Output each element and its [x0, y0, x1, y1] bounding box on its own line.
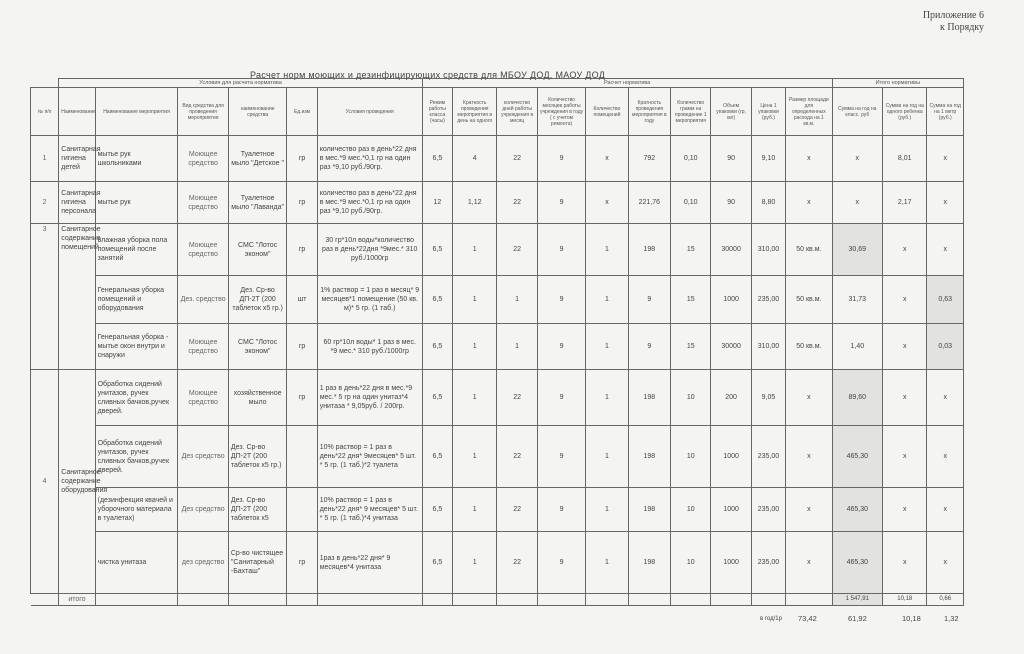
- cell-price: 9,05: [751, 370, 785, 426]
- col-agent-name: наименование средства: [228, 88, 287, 136]
- col-sum-m2: Сумма на год на 1 метр (руб.): [927, 88, 964, 136]
- table-row: [31, 426, 964, 488]
- total-sum-m2: 0,66: [927, 594, 964, 606]
- cell-year-freq: 792: [628, 136, 670, 182]
- col-event: Наименование мероприятия: [95, 88, 178, 136]
- cell-agent-kind: Моющее средство: [178, 136, 228, 182]
- cell-frequency: 4: [453, 136, 497, 182]
- cell-months: 9: [537, 532, 585, 594]
- cell-sum-child: х: [883, 488, 927, 532]
- cell-frequency: 1: [453, 488, 497, 532]
- cell-type: Санитарная гигиена детей: [59, 136, 95, 182]
- cell-classes: 6,5: [422, 532, 452, 594]
- cell-agent-kind: Моющее средство: [178, 182, 228, 224]
- cell-classes: 6,5: [422, 426, 452, 488]
- group-conditions: Условия для расчета норматива: [59, 79, 422, 88]
- cell-grams: 10: [671, 370, 711, 426]
- cell-price: 9,10: [751, 136, 785, 182]
- cell-rooms: 1: [586, 488, 628, 532]
- cell-area: х: [786, 182, 832, 224]
- cell-price: 235,00: [751, 426, 785, 488]
- cell-days: 22: [497, 136, 537, 182]
- cell-unit: гр: [287, 136, 317, 182]
- cell-agent-name: Туалетное мыло "Лаванда": [228, 182, 287, 224]
- cell-event: влажная уборка пола помещений после занятий: [95, 224, 178, 276]
- total-label: итого: [59, 594, 95, 606]
- cell-volume: 1000: [711, 488, 751, 532]
- cell-rooms: 1: [586, 532, 628, 594]
- cell-price: 310,00: [751, 224, 785, 276]
- cell-months: 9: [537, 136, 585, 182]
- header-group-row: [31, 79, 964, 88]
- appendix-line-1: Приложение 6: [922, 10, 984, 21]
- table-row: [31, 488, 964, 532]
- cell-price: 310,00: [751, 324, 785, 370]
- cell-sum-class: х: [832, 182, 882, 224]
- cell-volume: 1000: [711, 532, 751, 594]
- cell-unit: гр: [287, 324, 317, 370]
- cell-grams: 15: [671, 224, 711, 276]
- cell-type: Санитарная гигиена персонала: [59, 182, 95, 224]
- cell-year-freq: 198: [628, 426, 670, 488]
- col-agent-kind: Вид средства для проведения мероприятия: [178, 88, 228, 136]
- cell-days: 22: [497, 488, 537, 532]
- cell-sum-class: х: [832, 136, 882, 182]
- cell-price: 235,00: [751, 488, 785, 532]
- cell-year-freq: 198: [628, 370, 670, 426]
- cell-rooms: х: [586, 182, 628, 224]
- cell-n: 2: [31, 182, 59, 224]
- cell-grams: 15: [671, 324, 711, 370]
- cell-days: 22: [497, 370, 537, 426]
- cell-months: 9: [537, 182, 585, 224]
- cell-sum-m2: х: [927, 532, 964, 594]
- cell-unit: гр: [287, 370, 317, 426]
- group-calc: Расчет норматива: [422, 79, 832, 88]
- cell-classes: 6,5: [422, 224, 452, 276]
- cell-conditions: 10% раствор = 1 раз в день*22 дня* 9 месяцев* 5 шт. * 5 гр. (1 таб.)*4 унитаза: [317, 488, 422, 532]
- cell-n: 3: [31, 224, 59, 370]
- cell-event: мытье рук школьниками: [95, 136, 178, 182]
- footer-value-2: 61,92: [848, 614, 867, 623]
- cell-classes: 6,5: [422, 136, 452, 182]
- total-sum-class: 1 547,91: [832, 594, 882, 606]
- cell-sum-m2: х: [927, 426, 964, 488]
- cell-sum-class: 465,30: [832, 532, 882, 594]
- cell-event: Генеральная уборка помещений и оборудования: [95, 276, 178, 324]
- cell-event: чистка унитаза: [95, 532, 178, 594]
- cell-sum-child: х: [883, 370, 927, 426]
- col-frequency: Кратность проведения мероприятия в день на одного: [453, 88, 497, 136]
- cell-area: х: [786, 532, 832, 594]
- cell-year-freq: 198: [628, 532, 670, 594]
- cell-area: х: [786, 488, 832, 532]
- cell-sum-child: х: [883, 224, 927, 276]
- col-months: Количество месяцев работы учреждения в году ( с учетом ремонта): [537, 88, 585, 136]
- cell-classes: 6,5: [422, 324, 452, 370]
- cell-event: (дезинфекция квачей и уборочного материала в туалетах): [95, 488, 178, 532]
- cell-volume: 1000: [711, 276, 751, 324]
- cell-conditions: 60 гр*10л воды* 1 раз в мес. *9 мес.* 310 руб./1000гр: [317, 324, 422, 370]
- table-row: [31, 370, 964, 426]
- cell-n: 4: [31, 370, 59, 594]
- col-type: Наименование: [59, 88, 95, 136]
- cell-sum-m2: х: [927, 136, 964, 182]
- cell-frequency: 1,12: [453, 182, 497, 224]
- cell-area: х: [786, 136, 832, 182]
- col-year-freq: Кратность проведения мероприятия в году: [628, 88, 670, 136]
- cell-days: 22: [497, 532, 537, 594]
- cell-conditions: 30 гр*10л воды*количество раз в день*22дня *9мес.* 310 руб./1000гр: [317, 224, 422, 276]
- cell-agent-kind: Дез. средство: [178, 276, 228, 324]
- cell-price: 8,80: [751, 182, 785, 224]
- cell-event: Обработка сидений унитазов, ручек сливных бачков,ручек дверей.: [95, 426, 178, 488]
- col-sum-child: Сумма на год на одного ребенка (руб.): [883, 88, 927, 136]
- cell-area: х: [786, 426, 832, 488]
- cell-unit: гр: [287, 182, 317, 224]
- cell-conditions: количество раз в день*22 дня в мес.*9 мес.*0,1 гр на один раз *9,10 руб./90гр.: [317, 182, 422, 224]
- cell-agent-name: Дез. Ср-во ДП-2Т (200 таблеток х5: [228, 488, 287, 532]
- footer-value-1: 73,42: [798, 614, 817, 623]
- cell-sum-m2: х: [927, 370, 964, 426]
- cell-classes: 6,5: [422, 488, 452, 532]
- col-rooms: Количество помещений: [586, 88, 628, 136]
- cell-frequency: 1: [453, 324, 497, 370]
- cell-price: 235,00: [751, 532, 785, 594]
- document-title: Расчет норм моющих и дезинфицирующих средств для МБОУ ДОД, МАОУ ДОД: [250, 70, 606, 80]
- cell-sum-class: 31,73: [832, 276, 882, 324]
- norms-table: [30, 78, 964, 606]
- cell-sum-class: 30,69: [832, 224, 882, 276]
- cell-unit: гр: [287, 224, 317, 276]
- cell-agent-name: Дез. Ср-во ДП-2Т (200 таблеток х5 гр.): [228, 276, 287, 324]
- footer-label: в год/1р: [760, 616, 782, 622]
- cell-classes: 6,5: [422, 370, 452, 426]
- cell-grams: 10: [671, 532, 711, 594]
- cell-months: 9: [537, 488, 585, 532]
- cell-sum-child: х: [883, 426, 927, 488]
- cell-conditions: 1раз в день*22 дня* 9 месяцев*4 унитаза: [317, 532, 422, 594]
- col-unit: Ед.изм: [287, 88, 317, 136]
- footer-value-4: 1,32: [944, 614, 959, 623]
- cell-days: 22: [497, 182, 537, 224]
- cell-area: 50 кв.м.: [786, 224, 832, 276]
- cell-months: 9: [537, 224, 585, 276]
- table-row: [31, 324, 964, 370]
- cell-sum-child: х: [883, 532, 927, 594]
- cell-sum-class: 465,30: [832, 488, 882, 532]
- cell-unit: гр: [287, 532, 317, 594]
- cell-volume: 90: [711, 136, 751, 182]
- cell-grams: 15: [671, 276, 711, 324]
- cell-sum-m2: 0,03: [927, 324, 964, 370]
- cell-months: 9: [537, 276, 585, 324]
- cell-volume: 30000: [711, 224, 751, 276]
- cell-conditions: 10% раствор = 1 раз в день*22 дня* 9месяцев* 5 шт. * 5 гр. (1 таб.)*2 туалета: [317, 426, 422, 488]
- cell-classes: 12: [422, 182, 452, 224]
- col-sum-class: Сумма на год на класс. руб: [832, 88, 882, 136]
- cell-year-freq: 9: [628, 276, 670, 324]
- cell-agent-name: хозяйственное мыло: [228, 370, 287, 426]
- cell-area: 50 кв.м.: [786, 276, 832, 324]
- cell-months: 9: [537, 370, 585, 426]
- cell-year-freq: 221,76: [628, 182, 670, 224]
- cell-frequency: 1: [453, 370, 497, 426]
- cell-sum-child: 2,17: [883, 182, 927, 224]
- cell-days: 1: [497, 324, 537, 370]
- cell-agent-name: СМС "Лотос эконом": [228, 224, 287, 276]
- col-n: № п/п: [31, 88, 59, 136]
- col-classes: Режим работы класса (часы): [422, 88, 452, 136]
- cell-agent-name: Туалетное мыло "Детское ": [228, 136, 287, 182]
- cell-conditions: 1% раствор = 1 раз в месяц* 9 месяцев*1 помещение (50 кв. м)* 5 гр. (1 таб.): [317, 276, 422, 324]
- cell-sum-m2: 0,63: [927, 276, 964, 324]
- cell-days: 22: [497, 224, 537, 276]
- cell-n: 1: [31, 136, 59, 182]
- cell-rooms: 1: [586, 276, 628, 324]
- cell-frequency: 1: [453, 426, 497, 488]
- cell-agent-kind: Моющее средство: [178, 370, 228, 426]
- cell-agent-name: СМС "Лотос эконом": [228, 324, 287, 370]
- cell-area: х: [786, 370, 832, 426]
- cell-unit: шт: [287, 276, 317, 324]
- cell-agent-kind: дез средство: [178, 532, 228, 594]
- cell-agent-kind: Моющее средство: [178, 224, 228, 276]
- group-totals: Итого нормативы: [832, 79, 963, 88]
- table-row: [31, 532, 964, 594]
- total-sum-child: 10,18: [883, 594, 927, 606]
- cell-sum-m2: х: [927, 182, 964, 224]
- cell-frequency: 1: [453, 276, 497, 324]
- cell-volume: 90: [711, 182, 751, 224]
- cell-agent-kind: Моющее средство: [178, 324, 228, 370]
- appendix-line-2: к Порядку: [940, 22, 984, 33]
- cell-event: мытье рук: [95, 182, 178, 224]
- cell-area: 50 кв.м.: [786, 324, 832, 370]
- cell-year-freq: 198: [628, 224, 670, 276]
- cell-volume: 30000: [711, 324, 751, 370]
- cell-frequency: 1: [453, 532, 497, 594]
- cell-sum-child: х: [883, 324, 927, 370]
- total-row: [31, 594, 964, 606]
- cell-sum-class: 465,30: [832, 426, 882, 488]
- cell-type: Санитарное содержание оборудования: [59, 370, 95, 594]
- table-row: [31, 182, 964, 224]
- col-area: Размер площади для определенных расхода на 1 кв.м.: [786, 88, 832, 136]
- cell-sum-m2: х: [927, 488, 964, 532]
- cell-rooms: 1: [586, 324, 628, 370]
- cell-rooms: х: [586, 136, 628, 182]
- cell-agent-kind: Дез средство: [178, 488, 228, 532]
- col-price: Цена 1 упаковки (руб.): [751, 88, 785, 136]
- cell-sum-child: 8,01: [883, 136, 927, 182]
- cell-rooms: 1: [586, 370, 628, 426]
- cell-classes: 6,5: [422, 276, 452, 324]
- cell-type: Санитарное содержание помещений: [59, 224, 95, 370]
- cell-sum-class: 1,40: [832, 324, 882, 370]
- col-volume: Объем упаковки (гр, мл): [711, 88, 751, 136]
- cell-volume: 200: [711, 370, 751, 426]
- cell-conditions: 1 раз в день*22 дня в мес.*9 мес.* 5 гр на один унитаз*4 унитаза * 9,05руб. / 200гр.: [317, 370, 422, 426]
- cell-rooms: 1: [586, 426, 628, 488]
- cell-year-freq: 198: [628, 488, 670, 532]
- cell-sum-child: х: [883, 276, 927, 324]
- table-row: [31, 276, 964, 324]
- cell-grams: 0,10: [671, 182, 711, 224]
- cell-conditions: количество раз в день*22 дня в мес.*9 мес.*0,1 гр на один раз *9,10 руб./90гр.: [317, 136, 422, 182]
- cell-agent-name: Ср-во чистящее "Санитарный -Бахташ": [228, 532, 287, 594]
- cell-unit: [287, 488, 317, 532]
- cell-agent-kind: Дез средство: [178, 426, 228, 488]
- cell-months: 9: [537, 426, 585, 488]
- col-days: количество дней работы учреждения в месяц: [497, 88, 537, 136]
- cell-grams: 0,10: [671, 136, 711, 182]
- cell-grams: 10: [671, 426, 711, 488]
- cell-rooms: 1: [586, 224, 628, 276]
- header-row: [31, 88, 964, 136]
- footer-value-3: 10,18: [902, 614, 921, 623]
- cell-frequency: 1: [453, 224, 497, 276]
- cell-sum-class: 89,60: [832, 370, 882, 426]
- cell-year-freq: 9: [628, 324, 670, 370]
- cell-months: 9: [537, 324, 585, 370]
- table-row: [31, 136, 964, 182]
- cell-sum-m2: х: [927, 224, 964, 276]
- cell-price: 235,00: [751, 276, 785, 324]
- col-conditions: Условия проведения: [317, 88, 422, 136]
- cell-event: Генеральная уборка - мытье окон внутри и снаружи: [95, 324, 178, 370]
- cell-volume: 1000: [711, 426, 751, 488]
- appendix-note: [923, 10, 984, 34]
- table-row: [31, 224, 964, 276]
- cell-event: Обработка сидений унитазов, ручек сливных бачков,ручек дверей.: [95, 370, 178, 426]
- cell-grams: 10: [671, 488, 711, 532]
- cell-unit: [287, 426, 317, 488]
- cell-days: 22: [497, 426, 537, 488]
- cell-agent-name: Дез. Ср-во ДП-2Т (200 таблеток х5 гр.): [228, 426, 287, 488]
- col-grams: Количество грамм на проведение 1 мероприятия: [671, 88, 711, 136]
- cell-days: 1: [497, 276, 537, 324]
